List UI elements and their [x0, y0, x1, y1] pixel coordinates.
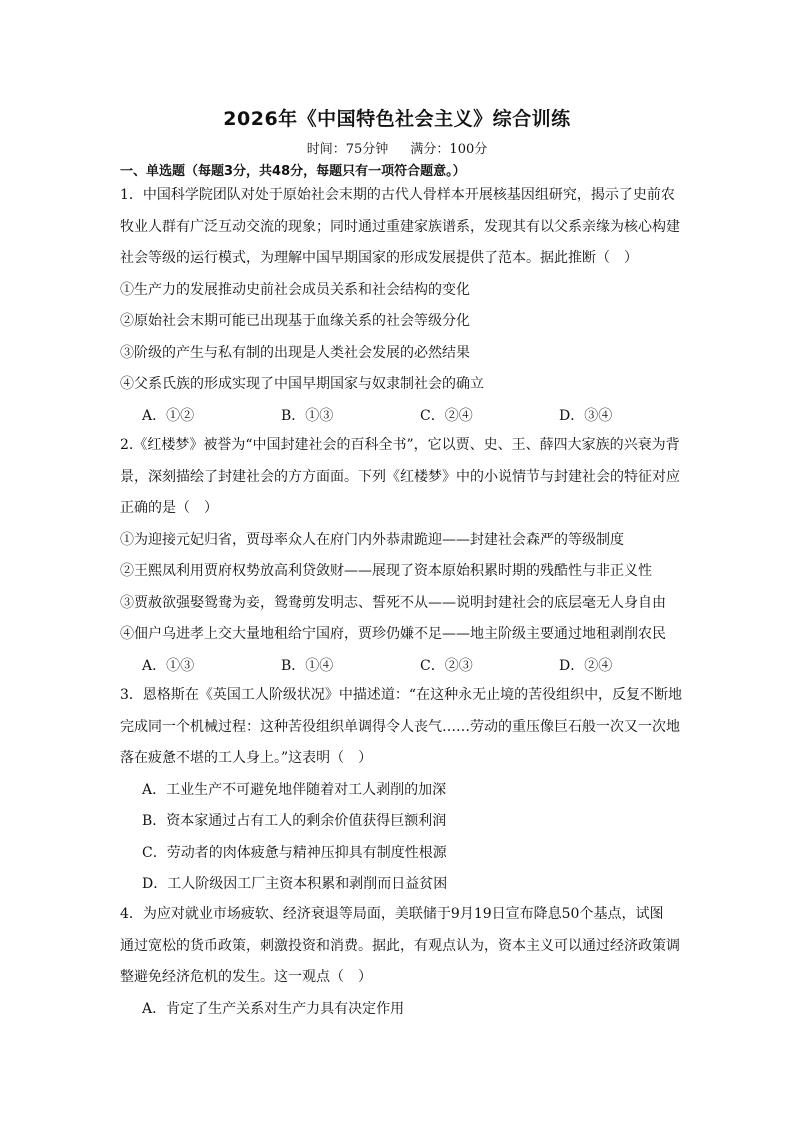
choice-a[interactable]: A．工业生产不可避免地伴随着对工人剥削的加深	[142, 781, 447, 798]
choice-b[interactable]: B．①③	[281, 407, 334, 424]
statement-item: ③阶级的产生与私有制的出现是人类社会发展的必然结果	[120, 344, 470, 361]
question-stem-line: 正确的是（ ）	[120, 500, 218, 516]
choice-b[interactable]: B．资本家通过占有工人的剩余价值获得巨额利润	[142, 813, 447, 829]
choice-a[interactable]: A．①②	[142, 407, 195, 424]
statement-item: ④佃户乌进孝上交大量地租给宁国府，贾珍仍嫌不足——地主阶级主要通过地租剥削农民	[120, 626, 666, 642]
statement-item: ①为迎接元妃归省，贾母率众人在府门内外恭肃跪迎——封建社会森严的等级制度	[120, 531, 624, 548]
question-stem-line: 景，深刻描绘了封建社会的方方面面。下列《红楼梦》中的小说情节与封建社会的特征对应	[120, 468, 680, 485]
question-stem-line: 1．中国科学院团队对处于原始社会末期的古代人骨样本开展核基因组研究，揭示了史前农	[120, 187, 675, 203]
choice-d[interactable]: D．工人阶级因工厂主资本积累和剥削而日益贫困	[142, 876, 448, 892]
question-stem-line: 4．为应对就业市场疲软、经济衰退等局面，美联储于9月19日宣布降息50个基点，试图	[120, 906, 664, 922]
statement-item: ③贾赦欲强娶鸳鸯为妾，鸳鸯剪发明志、誓死不从——说明封建社会的底层毫无人身自由	[120, 594, 666, 611]
question-stem-line: 落在疲惫不堪的工人身上。”这表明（ ）	[120, 750, 373, 766]
question-stem-line: 牧业人群有广泛互动交流的现象；同时通过重建家族谱系，发现其有以父系亲缘为核心构建	[120, 218, 680, 235]
exam-time: 时间：75分钟	[306, 142, 389, 157]
question-stem-line: 通过宽松的货币政策，刺激投资和消费。据此，有观点认为，资本主义可以通过经济政策调	[120, 937, 680, 954]
choice-c[interactable]: C．②④	[420, 407, 473, 424]
question-4	[120, 899, 680, 1025]
answer-choices	[120, 651, 676, 682]
section-heading: 一、单选题（每题3分，共48分，每题只有一项符合题意。）	[120, 164, 466, 179]
choice-a[interactable]: A．①③	[142, 657, 195, 674]
choice-c[interactable]: C．②③	[420, 657, 473, 674]
question-stem-line: 3．恩格斯在《英国工人阶级状况》中描述道：“在这种永无止境的苦役组织中，反复不断地	[120, 687, 683, 703]
question-stem-line: 社会等级的运行模式，为理解中国早期国家的形成发展提供了范本。据此推断（ ）	[120, 250, 638, 266]
question-stem-line: 完成同一个机械过程：这种苦役组织单调得令人丧气……劳动的重压像巨石般一次又一次地	[120, 718, 680, 735]
statement-item: ④父系氏族的形成实现了中国早期国家与奴隶制社会的确立	[120, 376, 484, 392]
exam-info	[0, 138, 794, 157]
answer-choices	[120, 401, 676, 432]
question-3	[120, 680, 683, 901]
question-stem-line: 2.《红楼梦》被誉为“中国封建社会的百科全书”，它以贾、史、王、薛四大家族的兴衰为背	[120, 437, 680, 453]
statement-item: ①生产力的发展推动史前社会成员关系和社会结构的变化	[120, 281, 470, 298]
question-2	[120, 430, 680, 682]
statement-item: ②王熙凤利用贾府权势放高利贷敛财——展现了资本原始积累时期的残酷性与非正义性	[120, 563, 652, 579]
choice-a[interactable]: A．肯定了生产关系对生产力具有决定作用	[142, 1000, 405, 1017]
choice-d[interactable]: D．②④	[559, 657, 613, 674]
choice-c[interactable]: C．劳动者的肉体疲惫与精神压抑具有制度性根源	[142, 844, 447, 861]
question-stem-line: 整避免经济危机的发生。这一观点（ ）	[120, 969, 372, 985]
choice-b[interactable]: B．①④	[281, 657, 334, 674]
choice-d[interactable]: D．③④	[559, 407, 613, 424]
exam-score: 满分：100分	[410, 142, 488, 157]
page-title: 2026年《中国特色社会主义》综合训练	[223, 108, 571, 130]
question-1	[120, 180, 680, 432]
statement-item: ②原始社会末期可能已出现基于血缘关系的社会等级分化	[120, 313, 470, 329]
